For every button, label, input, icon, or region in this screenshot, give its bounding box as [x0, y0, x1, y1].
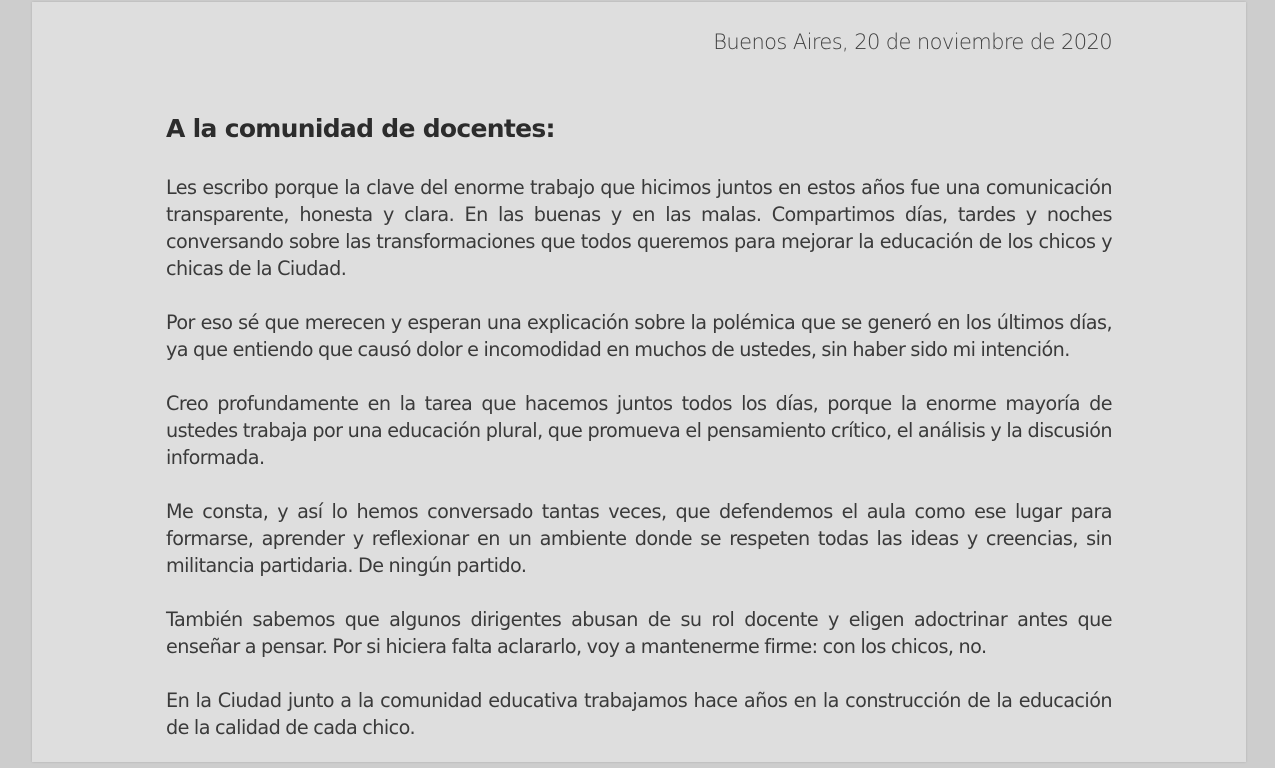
- paragraph-6: En la Ciudad junto a la comunidad educativa trabajamos hace años en la construcción de la educación de la calidad de cada chico.: [166, 689, 1112, 739]
- letter-body: [166, 174, 1112, 768]
- paragraph-2: Por eso sé que merecen y esperan una explicación sobre la polémica que se generó en los últimos días, ya que entiendo que causó dolor e incomodidad en muchos de ustedes, sin haber sido mi intención.: [166, 311, 1112, 361]
- paragraph-4: Me consta, y así lo hemos conversado tantas veces, que defendemos el aula como ese lugar para formarse, aprender y reflexionar en un ambiente donde se respeten todas las ideas y creencias, sin militancia partidaria. De ningún partido.: [166, 500, 1112, 577]
- paragraph-1: Les escribo porque la clave del enorme trabajo que hicimos juntos en estos años fue una comunicación transparente, honesta y clara. En las buenas y en las malas. Compartimos días, tardes y noches conversando sobre las transformaciones que todos queremos para mejorar la educación de los chicos y chicas de la Ciudad.: [166, 176, 1112, 280]
- letter-date: Buenos Aires, 20 de noviembre de 2020: [713, 30, 1112, 54]
- letter-page: [32, 2, 1246, 762]
- paragraph-3: Creo profundamente en la tarea que hacemos juntos todos los días, porque la enorme mayoría de ustedes trabaja por una educación plural, que promueva el pensamiento crítico, el análisis y la discusión informada.: [166, 392, 1112, 469]
- letter-salutation: A la comunidad de docentes:: [166, 114, 555, 143]
- paragraph-5: También sabemos que algunos dirigentes abusan de su rol docente y eligen adoctrinar antes que enseñar a pensar. Por si hiciera falta aclararlo, voy a mantenerme firme: con los chicos, no.: [166, 608, 1112, 658]
